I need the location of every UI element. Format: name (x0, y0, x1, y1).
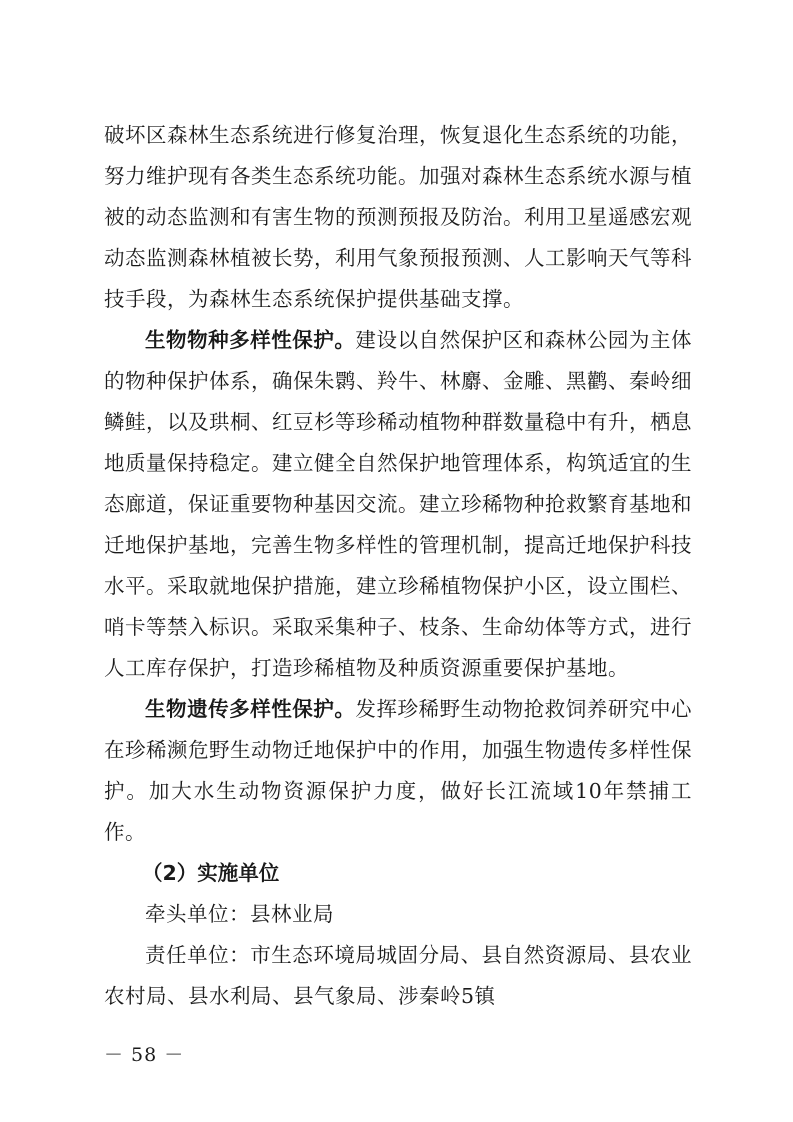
paragraph-text: 发挥珍稀野生动物抢救饲养研究中心在珍稀濒危野生动物迁地保护中的作用，加强生物遗传多样性保护。加大水生动物资源保护力度，做好长江流域10年禁捕工作。 (104, 697, 693, 844)
paragraph-forest-restoration (104, 115, 692, 320)
paragraph-lead-heading: 生物物种多样性保护。 (145, 328, 356, 352)
page-number: － 58 － (104, 1044, 185, 1066)
paragraph-text: 破坏区森林生态系统进行修复治理，恢复退化生态系统的功能，努力维护现有各类生态系统功能。加强对森林生态系统水源与植被的动态监测和有害生物的预测预报及防治。利用卫星遥感宏观动态监测森林植被长势，利用气象预报预测、人工影响天气等科技手段，为森林生态系统保护提供基础支撑。 (104, 123, 692, 311)
responsible-units-paragraph: 责任单位：市生态环境局城固分局、县自然资源局、县农业农村局、县水利局、县气象局、涉秦岭5镇 (104, 943, 692, 1008)
document-body (104, 115, 692, 1017)
paragraph-text: 建设以自然保护区和森林公园为主体的物种保护体系，确保朱鹮、羚牛、林麝、金雕、黑鹳、秦岭细鳞鲑，以及珙桐、红豆杉等珍稀动植物种群数量稳中有升，栖息地质量保持稳定。建立健全自然保护地管理体系，构筑适宜的生态廊道，保证重要物种基因交流。建立珍稀物种抢救繁育基地和迁地保护基地，完善生物多样性的管理机制，提高迁地保护科技水平。采取就地保护措施，建立珍稀植物保护小区，设立围栏、哨卡等禁入标识。采取采集种子、枝条、生命幼体等方式，进行人工库存保护，打造珍稀植物及种质资源重要保护基地。 (104, 328, 693, 680)
lead-unit-line: 牵头单位：县林业局 (145, 902, 334, 926)
paragraph-species-diversity (104, 320, 692, 689)
section-heading: （2）实施单位 (142, 861, 280, 885)
paragraph-lead-heading: 生物遗传多样性保护。 (145, 697, 356, 721)
paragraph-genetic-diversity (104, 689, 692, 853)
